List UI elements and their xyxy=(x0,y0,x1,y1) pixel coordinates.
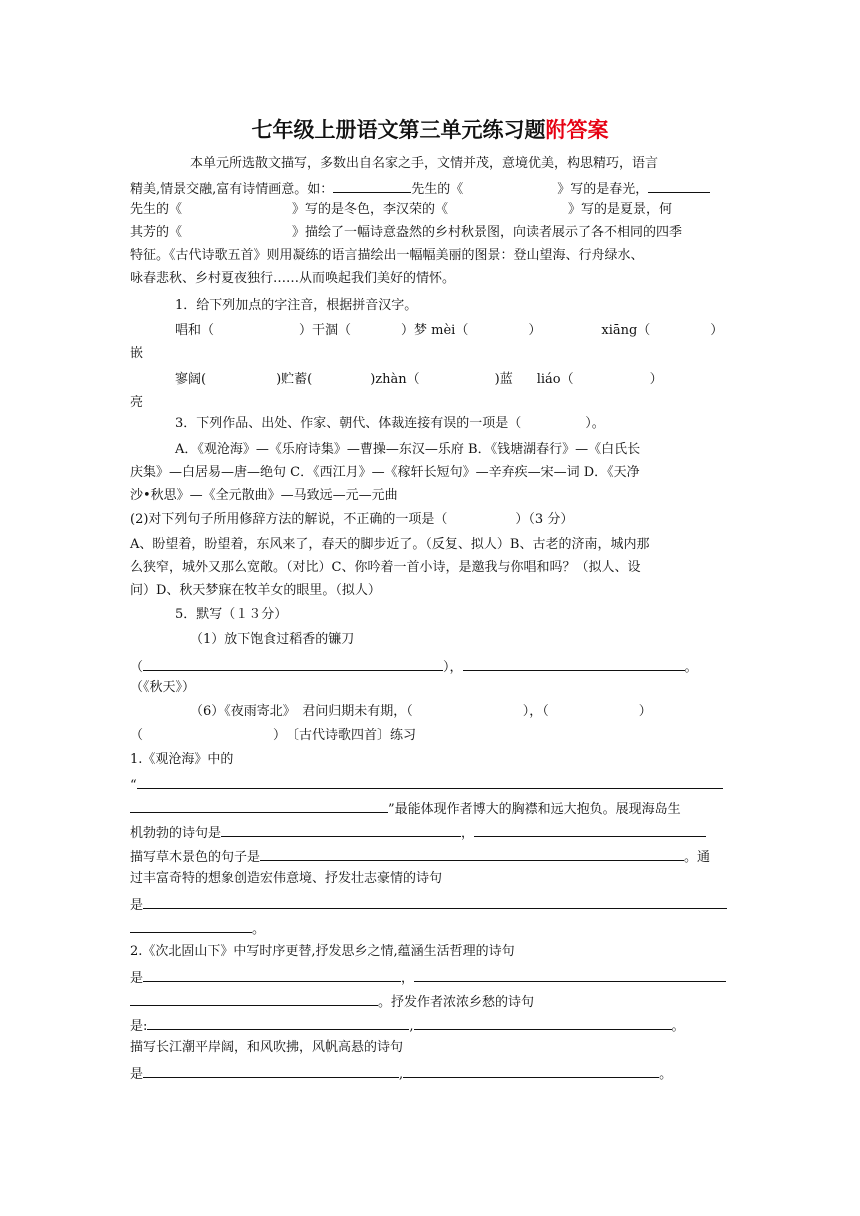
q5-source-1: （《秋天》） xyxy=(130,680,196,695)
answer-blank[interactable] xyxy=(414,966,726,982)
q2-line-2: 么狭窄，城外又那么宽敞。（对比）C、你吟着一首小诗，是邀我与你唱和吗？（拟人、设 xyxy=(130,560,641,575)
answer-blank[interactable] xyxy=(463,655,685,671)
q5-item-1: （1）放下饱食过稻香的镰刀 xyxy=(190,632,355,647)
p2-intro: 2.《次北固山下》中写时序更替,抒发思乡之情,蕴涵生活哲理的诗句 xyxy=(130,944,515,959)
answer-blank[interactable] xyxy=(143,966,401,982)
p1-intro: 1.《观沧海》中的 xyxy=(130,752,234,767)
answer-blank[interactable] xyxy=(260,845,684,861)
intro-line-1: 本单元所选散文描写，多数出自名家之手，文情并茂，意境优美，构思精巧，语言 xyxy=(190,156,659,171)
p2-line-3: 。抒发作者浓浓乡愁的诗句 xyxy=(130,990,534,1010)
answer-blank[interactable] xyxy=(130,797,388,813)
answer-blank[interactable] xyxy=(137,773,723,789)
q2-line-3: 问）D、秋天梦寐在牧羊女的眼里。（拟人） xyxy=(130,583,381,598)
q5-blank-line: （ ）， 。 xyxy=(130,655,698,675)
intro-line-2: 精美,情景交融,富有诗情画意。如： 先生的《 》写的是春光， xyxy=(130,177,710,197)
answer-blank[interactable] xyxy=(221,821,461,837)
q2-line-1: A、盼望着，盼望着，东风来了，春天的脚步近了。（反复、拟人）B、古老的济南，城内那 xyxy=(130,537,650,552)
q3-line-1: A．《观沧海》—《乐府诗集》—曹操—东汉—乐府 B．《钱塘湖春行》—《白氏长 xyxy=(175,442,641,457)
answer-blank[interactable] xyxy=(474,821,706,837)
q2-stem: (2)对下列句子所用修辞方法的解说，不正确的一项是（ ）（3 分） xyxy=(130,512,574,527)
answer-blank[interactable] xyxy=(130,917,252,933)
answer-blank[interactable] xyxy=(403,1062,659,1078)
p2-line-2: 是 ， xyxy=(130,966,726,986)
p2-line-6: 是 , 。 xyxy=(130,1062,672,1082)
page-title xyxy=(0,116,860,144)
intro-line-6: 咏春悲秋、乡村夏夜独行……从而唤起我们美好的情怀。 xyxy=(130,271,456,286)
q5-stem: 5．默写（１３分） xyxy=(175,607,288,622)
answer-blank[interactable] xyxy=(143,893,727,909)
answer-blank[interactable] xyxy=(414,1014,672,1030)
q5-item-6: （6）《夜雨寄北》 君问归期未有期，（ ），（ ） xyxy=(190,704,652,719)
q1-row-1: 唱和（ ）干涸（ ）梦 mèi（ ） xiāng（ ） xyxy=(175,323,724,338)
p1-line-3: ”最能体现作者博大的胸襟和远大抱负。展现海岛生 xyxy=(130,797,681,817)
intro-line-3: 先生的《 》写的是冬色，李汉荣的《 》写的是夏景，何 xyxy=(130,202,673,217)
p2-line-5: 描写长江潮平岸阔，和风吹拂，风帆高悬的诗句 xyxy=(130,1040,404,1055)
p2-line-4: 是: , 。 xyxy=(130,1014,685,1034)
title-highlight: 附答案 xyxy=(545,117,609,142)
q1-stem: 1．给下列加点的字注音，根据拼音汉字。 xyxy=(175,298,418,313)
p1-line-8: 。 xyxy=(130,917,265,937)
answer-blank[interactable] xyxy=(147,1014,409,1030)
q1-row-2-end: 亮 xyxy=(130,395,144,410)
p1-line-2: “ xyxy=(130,773,723,793)
p1-line-7: 是 xyxy=(130,893,727,913)
q3-line-3: 沙•秋思》—《全元散曲》—马致远—元—元曲 xyxy=(130,488,398,503)
p1-line-4: 机勃勃的诗句是 ， xyxy=(130,821,706,841)
q1-row-2: 寥阔( )贮蓄( )zhàn（ )蓝 liáo（ ） xyxy=(175,372,663,387)
q1-row-1-end: 嵌 xyxy=(130,346,144,361)
intro-line-5: 特征。《古代诗歌五首》则用凝练的语言描绘出一幅幅美丽的图景：登山望海、行舟绿水、 xyxy=(130,248,644,263)
answer-blank[interactable] xyxy=(143,655,443,671)
q3-line-2: 庆集》—白居易—唐—绝句 C．《西江月》—《稼轩长短句》—辛弃疾—宋—词 D．《天净 xyxy=(130,465,640,480)
title-main: 七年级上册语文第三单元练习题 xyxy=(251,117,546,142)
q5-item-6-cont: （ ） 〔古代诗歌四首〕练习 xyxy=(130,728,417,743)
answer-blank[interactable] xyxy=(130,990,378,1006)
answer-blank[interactable] xyxy=(143,1062,399,1078)
p1-line-6: 过丰富奇特的想象创造宏伟意境、抒发壮志豪情的诗句 xyxy=(130,871,443,886)
q3-stem: 3．下列作品、出处、作家、朝代、体裁连接有误的一项是（ ）。 xyxy=(175,416,605,431)
intro-line-4: 其芳的《 》描绘了一幅诗意盎然的乡村秋景图，向读者展示了各不相同的四季 xyxy=(130,225,683,240)
p1-line-5: 描写草木景色的句子是 。通 xyxy=(130,845,710,865)
